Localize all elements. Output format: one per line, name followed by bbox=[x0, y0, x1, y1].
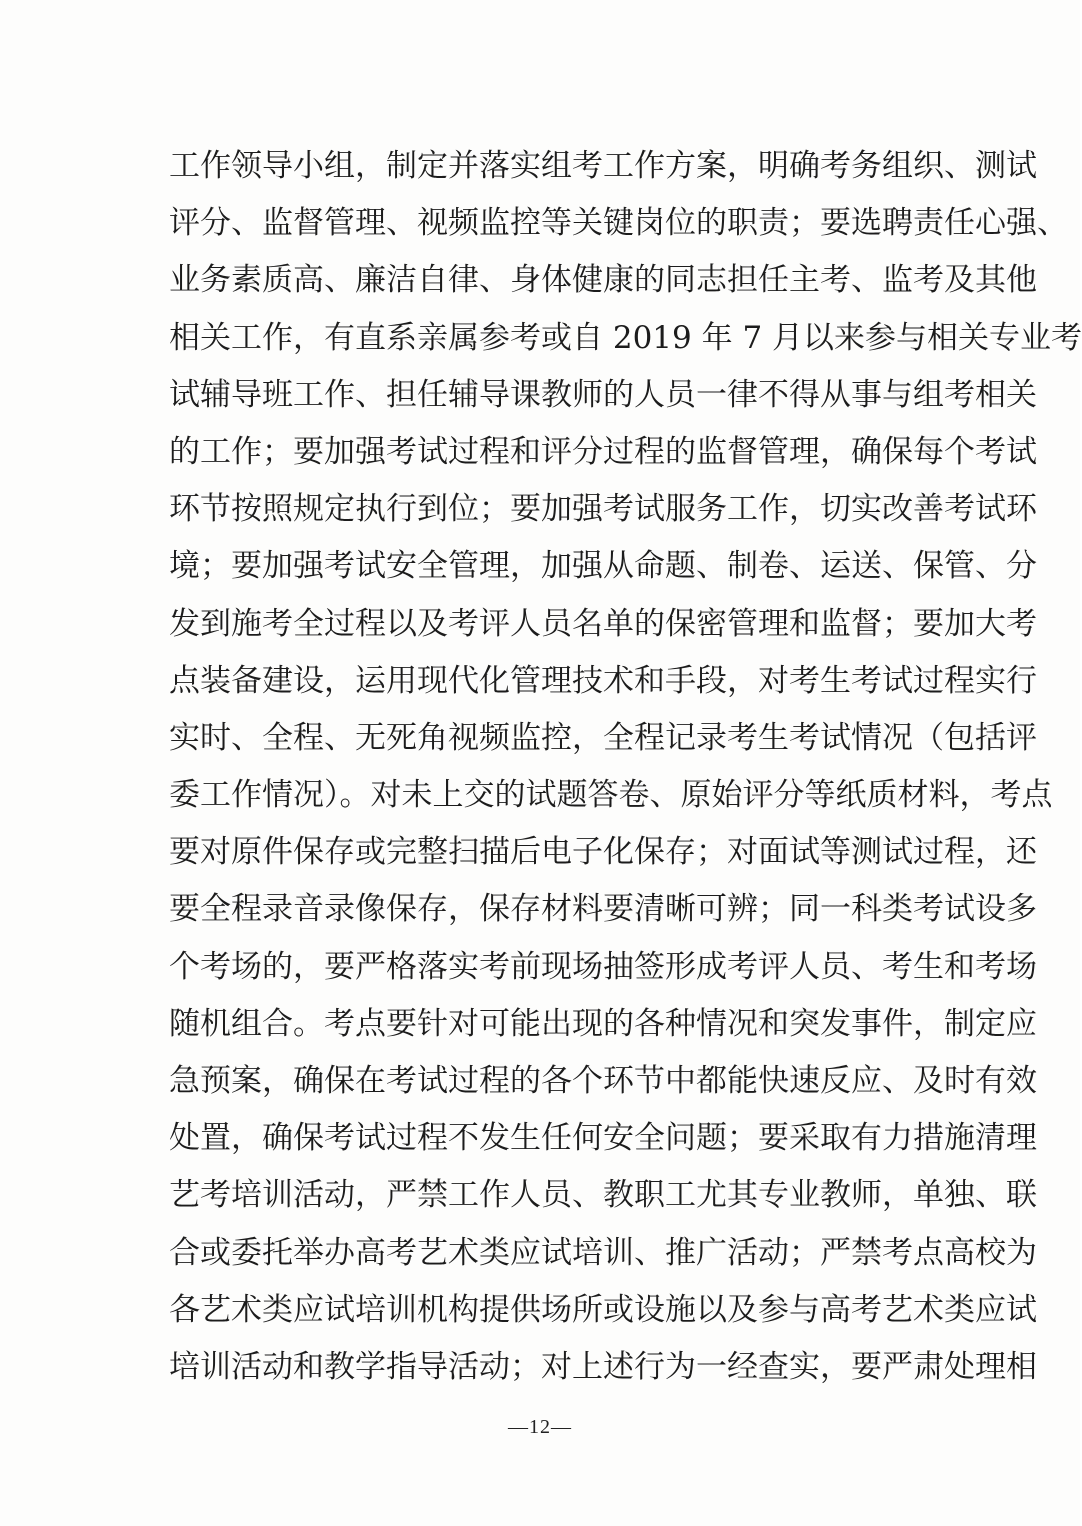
text-line: 培训活动和教学指导活动；对上述行为一经查实，要严肃处理相 bbox=[169, 1348, 1037, 1385]
text-line: 试辅导班工作、担任辅导课教师的人员一律不得从事与组考相关 bbox=[169, 376, 1037, 413]
body-text bbox=[169, 138, 1082, 1396]
text-line: 合或委托举办高考艺术类应试培训、推广活动；严禁考点高校为 bbox=[169, 1234, 1037, 1271]
text-line: 业务素质高、廉洁自律、身体健康的同志担任主考、监考及其他 bbox=[169, 262, 1037, 299]
text-line: 急预案，确保在考试过程的各个环节中都能快速反应、及时有效 bbox=[169, 1063, 1037, 1099]
page-number: —12— bbox=[508, 1416, 572, 1438]
text-line: 相关工作，有直系亲属参考或自 2019 年 7 月以来参与相关专业考 bbox=[169, 319, 1082, 356]
text-line: 评分、监督管理、视频监控等关键岗位的职责；要选聘责任心强、 bbox=[169, 205, 1068, 242]
text-line: 随机组合。考点要针对可能出现的各种情况和突发事件，制定应 bbox=[169, 1005, 1037, 1042]
text-line: 要全程录音录像保存，保存材料要清晰可辨；同一科类考试设多 bbox=[169, 891, 1037, 928]
text-line: 的工作；要加强考试过程和评分过程的监督管理，确保每个考试 bbox=[169, 433, 1037, 470]
text-line: 环节按照规定执行到位；要加强考试服务工作，切实改善考试环 bbox=[169, 491, 1037, 528]
text-line: 各艺术类应试培训机构提供场所或设施以及参与高考艺术类应试 bbox=[169, 1291, 1037, 1328]
text-line: 处置，确保考试过程不发生任何安全问题；要采取有力措施清理 bbox=[169, 1120, 1037, 1157]
text-line: 艺考培训活动，严禁工作人员、教职工尤其专业教师，单独、联 bbox=[169, 1177, 1037, 1214]
text-line: 实时、全程、无死角视频监控，全程记录考生考试情况（包括评 bbox=[169, 719, 1037, 756]
text-line: 工作领导小组，制定并落实组考工作方案，明确考务组织、测试 bbox=[169, 148, 1037, 184]
text-line: 委工作情况）。对未上交的试题答卷、原始评分等纸质材料，考点 bbox=[169, 777, 1053, 814]
text-line: 境；要加强考试安全管理，加强从命题、制卷、运送、保管、分 bbox=[169, 548, 1037, 585]
text-line: 发到施考全过程以及考评人员名单的保密管理和监督；要加大考 bbox=[169, 605, 1037, 642]
text-line: 个考场的，要严格落实考前现场抽签形成考评人员、考生和考场 bbox=[169, 948, 1037, 985]
text-line: 点装备建设，运用现代化管理技术和手段，对考生考试过程实行 bbox=[169, 662, 1037, 699]
text-line: 要对原件保存或完整扫描后电子化保存；对面试等测试过程，还 bbox=[169, 834, 1037, 871]
